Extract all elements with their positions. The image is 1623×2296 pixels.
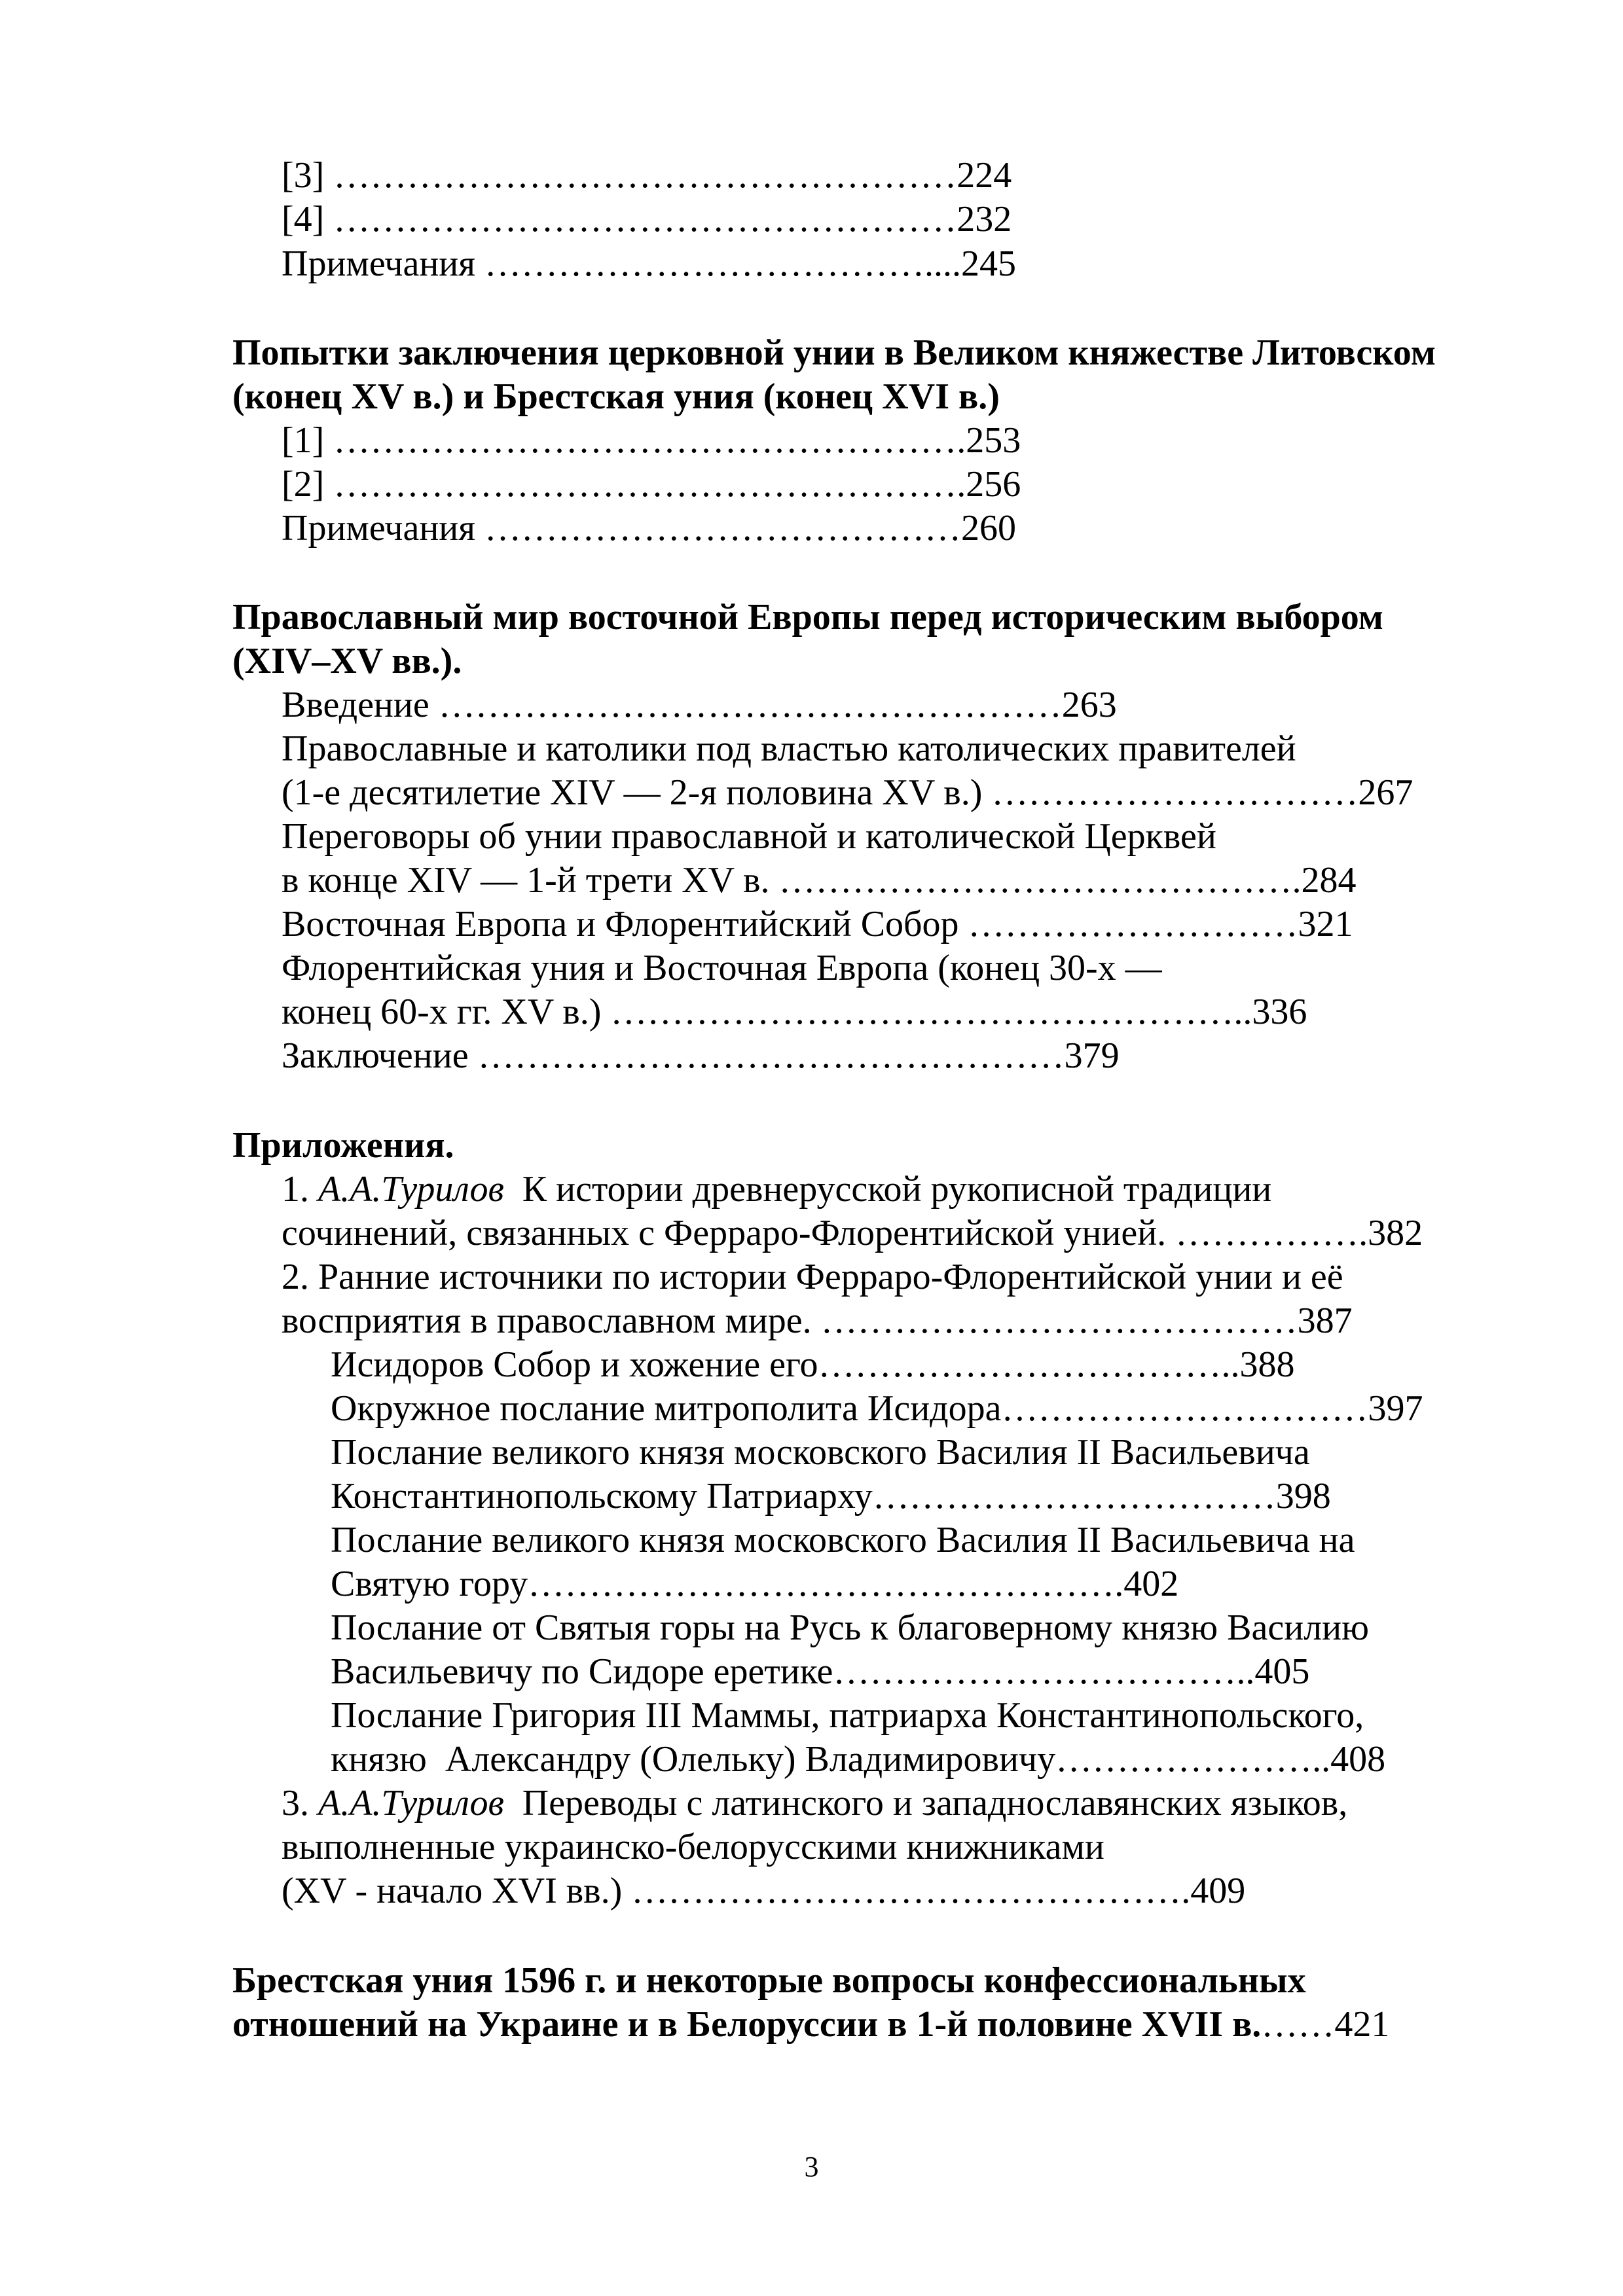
toc-subentry[interactable]: Послание от Святыя горы на Русь к благоверному князю Василию — [331, 1607, 1369, 1648]
section-heading: Брестская уния 1596 г. и некоторые вопросы конфессиональных — [232, 1960, 1306, 2001]
appendix-title: Переводы с латинского и западнославянских языков, — [503, 1783, 1348, 1823]
toc-entry[interactable]: Заключение …………………………………………379 — [282, 1035, 1120, 1076]
page-number: 3 — [804, 2151, 819, 2183]
toc-entry[interactable]: Введение ……………………………………………263 — [282, 685, 1117, 725]
section-heading: Попытки заключения церковной унии в Великом княжестве Литовском — [232, 332, 1436, 373]
section-heading: отношений на Украине и в Белоруссии в 1-й половине XVII в. — [232, 2004, 1262, 2045]
toc-subentry[interactable]: Исидоров Собор и хожение его……………………………..388 — [331, 1344, 1295, 1385]
toc-subentry[interactable]: Святую гору………………………………………….402 — [331, 1564, 1179, 1604]
toc-entry[interactable]: сочинений, связанных с Ферраро-Флорентийской унией. …………….382 — [282, 1213, 1423, 1253]
toc-entry[interactable]: в конце XIV — 1-й трети XV в. …………………………………….284 — [282, 860, 1357, 901]
appendix-number: 3. — [282, 1783, 318, 1823]
section-heading: (конец XV в.) и Брестская уния (конец XVI в.) — [232, 376, 1000, 417]
toc-entry[interactable]: [3] ……………………………………………224 — [282, 155, 1012, 196]
appendix-author: А.А.Турилов — [318, 1783, 504, 1823]
toc-entry[interactable]: Примечания …………………………………260 — [282, 508, 1017, 548]
toc-subentry[interactable]: Послание Григория III Маммы, патриарха Константинопольского, — [331, 1695, 1364, 1736]
toc-entry[interactable]: Флорентийская уния и Восточная Европа (конец 30-х — — [282, 948, 1162, 988]
toc-entry[interactable] — [282, 1782, 1347, 1825]
toc-entry[interactable] — [232, 2003, 1389, 2046]
toc-subentry[interactable]: Послание великого князя московского Василия II Васильевича на — [331, 1520, 1355, 1560]
toc-entry[interactable]: Восточная Европа и Флорентийский Собор ………………………321 — [282, 904, 1353, 944]
toc-entry[interactable]: [1] …………………………………………….253 — [282, 420, 1021, 461]
toc-entry[interactable]: 2. Ранние источники по истории Ферраро-Флорентийской унии и её — [282, 1257, 1343, 1297]
section-heading: Православный мир восточной Европы перед историческим выбором — [232, 597, 1383, 637]
appendix-title: К истории древнерусской рукописной традиции — [503, 1169, 1272, 1210]
toc-subentry[interactable]: Константинопольскому Патриарху……………………………398 — [331, 1476, 1331, 1516]
toc-entry[interactable] — [282, 1168, 1271, 1211]
section-heading: Приложения. — [232, 1125, 454, 1166]
toc-entry[interactable]: [2] …………………………………………….256 — [282, 464, 1021, 505]
section-heading: (XIV–XV вв.). — [232, 641, 462, 681]
toc-entry[interactable]: выполненные украинско-белорусскими книжниками — [282, 1827, 1104, 1867]
toc-entry[interactable]: Переговоры об унии православной и католической Церквей — [282, 816, 1216, 857]
appendix-number: 1. — [282, 1169, 318, 1210]
toc-entry[interactable]: (XV - начало XVI вв.) ……………………………………….409 — [282, 1871, 1246, 1911]
toc-entry[interactable]: восприятия в православном мире. …………………………………387 — [282, 1300, 1353, 1341]
toc-subentry[interactable]: Послание великого князя московского Василия II Васильевича — [331, 1432, 1310, 1473]
page-ref: ……421 — [1261, 2004, 1390, 2045]
toc-entry[interactable]: (1-е десятилетие XIV — 2-я половина XV в.) …………………………267 — [282, 772, 1413, 813]
toc-subentry[interactable]: Окружное послание митрополита Исидора…………………………397 — [331, 1388, 1423, 1429]
toc-entry[interactable]: конец 60-х гг. XV в.) ……………………………………………..336 — [282, 992, 1307, 1032]
toc-entry[interactable]: Православные и католики под властью католических правителей — [282, 728, 1296, 769]
toc-entry[interactable]: Примечания ………………………………....245 — [282, 243, 1017, 284]
appendix-author: А.А.Турилов — [318, 1169, 504, 1210]
toc-subentry[interactable]: князю Александру (Олельку) Владимировичу…………………..408 — [331, 1739, 1386, 1780]
toc-subentry[interactable]: Васильевичу по Сидоре еретике……………………………..405 — [331, 1651, 1310, 1692]
toc-entry[interactable]: [4] ……………………………………………232 — [282, 199, 1012, 240]
